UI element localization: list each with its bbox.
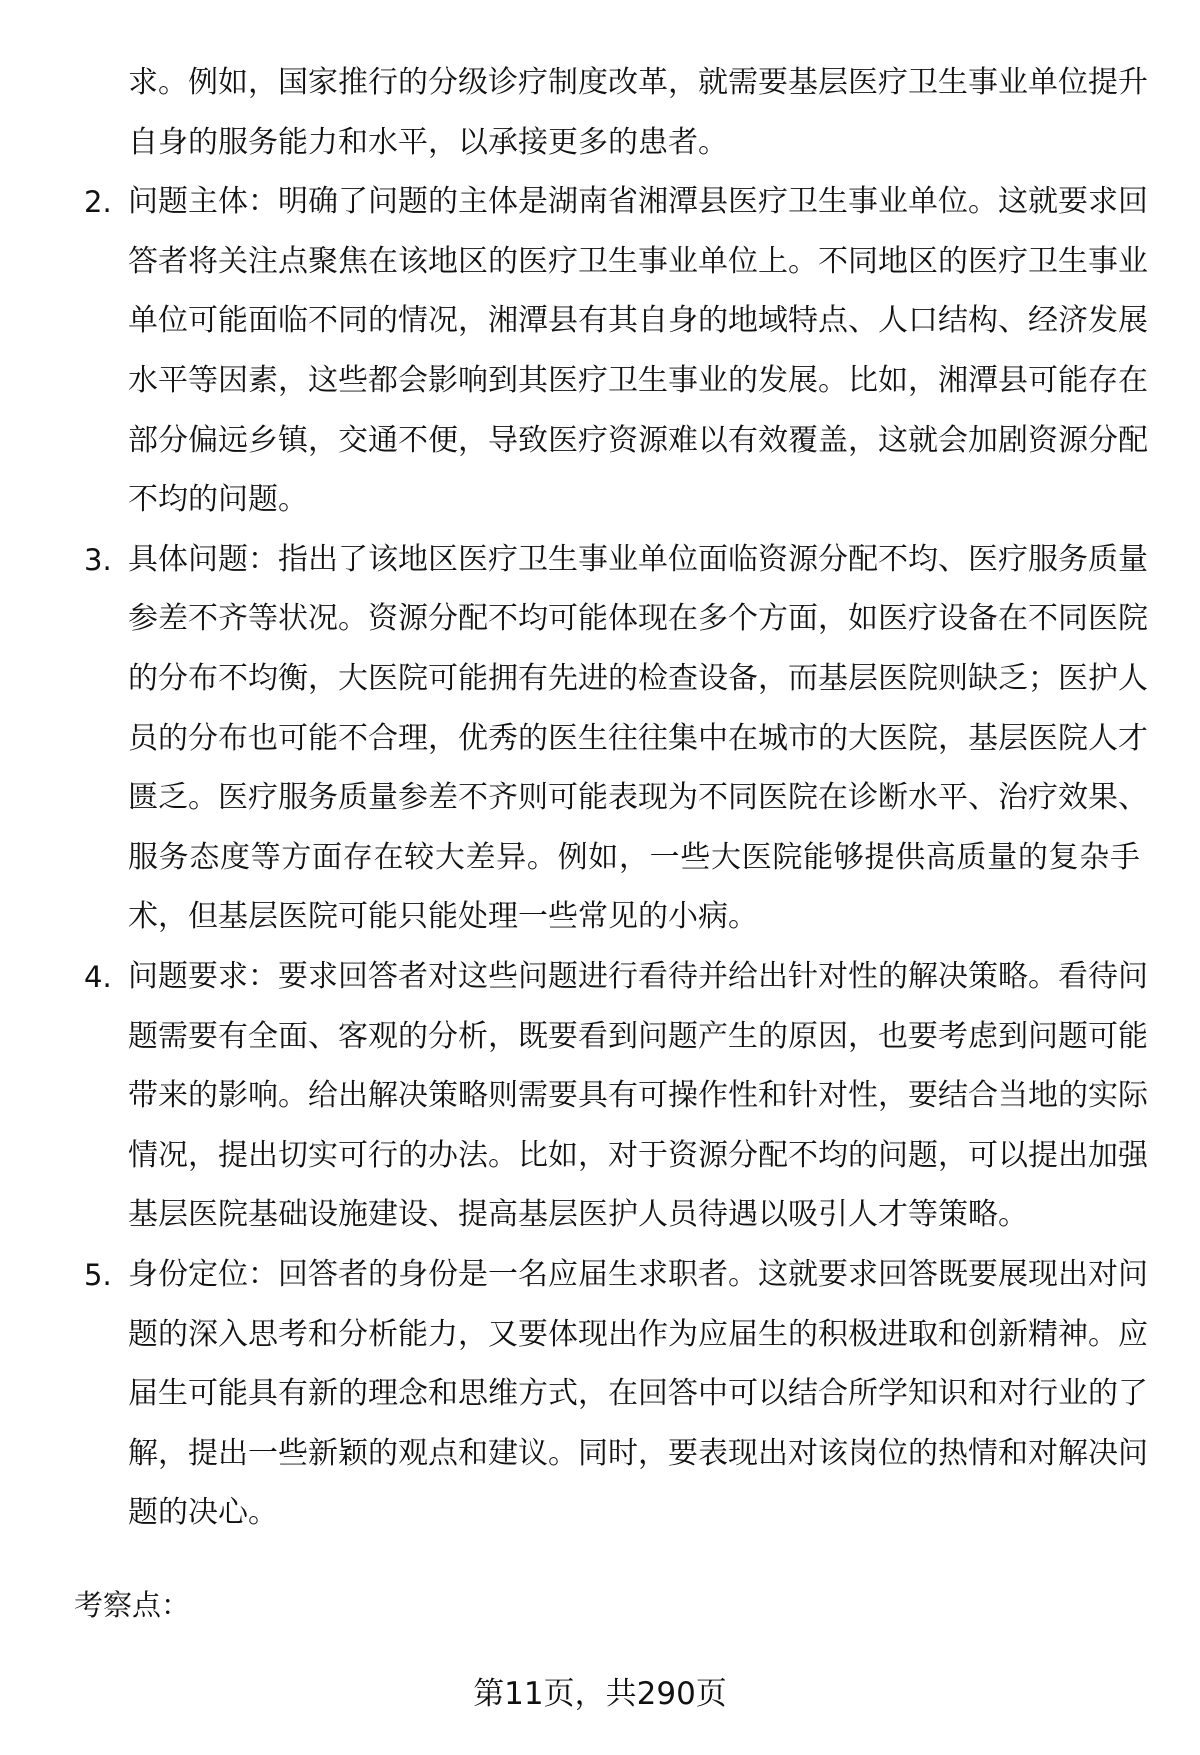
paragraph-line: 具体问题：指出了该地区医疗卫生事业单位面临资源分配不均、医疗服务质量 xyxy=(128,541,1148,577)
paragraph-line: 答者将关注点聚焦在该地区的医疗卫生事业单位上。不同地区的医疗卫生事业 xyxy=(128,243,1148,279)
paragraph-line: 的分布不均衡，大医院可能拥有先进的检查设备，而基层医院则缺乏；医护人 xyxy=(128,661,1148,696)
paragraph-line: 问题要求：要求回答者对这些问题进行看待并给出针对性的解决策略。看待问 xyxy=(128,959,1148,994)
paragraph-line: 部分偏远乡镇，交通不便，导致医疗资源难以有效覆盖，这就会加剧资源分配 xyxy=(128,422,1148,458)
paragraph-line: 题的决心。 xyxy=(128,1495,278,1531)
paragraph-line: 问题主体：明确了问题的主体是湖南省湘潭县医疗卫生事业单位。这就要求回 xyxy=(128,184,1148,220)
paragraph-line: 情况，提出切实可行的办法。比如，对于资源分配不均的问题，可以提出加强 xyxy=(128,1137,1148,1173)
list-number: 4. xyxy=(84,960,112,994)
list-number: 3. xyxy=(84,542,112,577)
paragraph-line: 自身的服务能力和水平，以承接更多的患者。 xyxy=(128,124,728,160)
paragraph-line: 解，提出一些新颖的观点和建议。同时，要表现出对该岗位的热情和对解决问 xyxy=(128,1435,1148,1471)
paragraph-line: 身份定位：回答者的身份是一名应届生求职者。这就要求回答既要展现出对问 xyxy=(128,1257,1148,1292)
paragraph-line: 不均的问题。 xyxy=(128,482,308,518)
list-number: 5. xyxy=(84,1258,112,1292)
paragraph-line: 员的分布也可能不合理，优秀的医生往往集中在城市的大医院，基层医院人才 xyxy=(128,720,1148,756)
paragraph-line: 题的深入思考和分析能力，又要体现出作为应届生的积极进取和创新精神。应 xyxy=(128,1316,1148,1352)
paragraph-line: 求。例如，国家推行的分级诊疗制度改革，就需要基层医疗卫生事业单位提升 xyxy=(128,65,1148,100)
paragraph-line: 单位可能面临不同的情况，湘潭县有其自身的地域特点、人口结构、经济发展 xyxy=(128,303,1148,339)
paragraph-line: 参差不齐等状况。资源分配不均可能体现在多个方面，如医疗设备在不同医院 xyxy=(128,601,1148,637)
paragraph-line: 届生可能具有新的理念和思维方式，在回答中可以结合所学知识和对行业的了 xyxy=(128,1376,1148,1412)
paragraph-line: 基层医院基础设施建设、提高基层医护人员待遇以吸引人才等策略。 xyxy=(128,1197,1028,1233)
paragraph-line: 带来的影响。给出解决策略则需要具有可操作性和针对性，要结合当地的实际 xyxy=(128,1078,1148,1114)
paragraph-line: 题需要有全面、客观的分析，既要看到问题产生的原因，也要考虑到问题可能 xyxy=(128,1018,1148,1054)
paragraph-line: 术，但基层医院可能只能处理一些常见的小病。 xyxy=(128,899,758,935)
section-label: 考察点： xyxy=(74,1588,191,1622)
list-number: 2. xyxy=(84,185,112,220)
page-indicator: 第11页，共290页 xyxy=(473,1676,727,1712)
paragraph-line: 匮乏。医疗服务质量参差不齐则可能表现为不同医院在诊断水平、治疗效果、 xyxy=(128,780,1148,816)
paragraph-line: 服务态度等方面存在较大差异。例如，一些大医院能够提供高质量的复杂手 xyxy=(128,839,1140,875)
paragraph-line: 水平等因素，这些都会影响到其医疗卫生事业的发展。比如，湘潭县可能存在 xyxy=(128,363,1148,398)
